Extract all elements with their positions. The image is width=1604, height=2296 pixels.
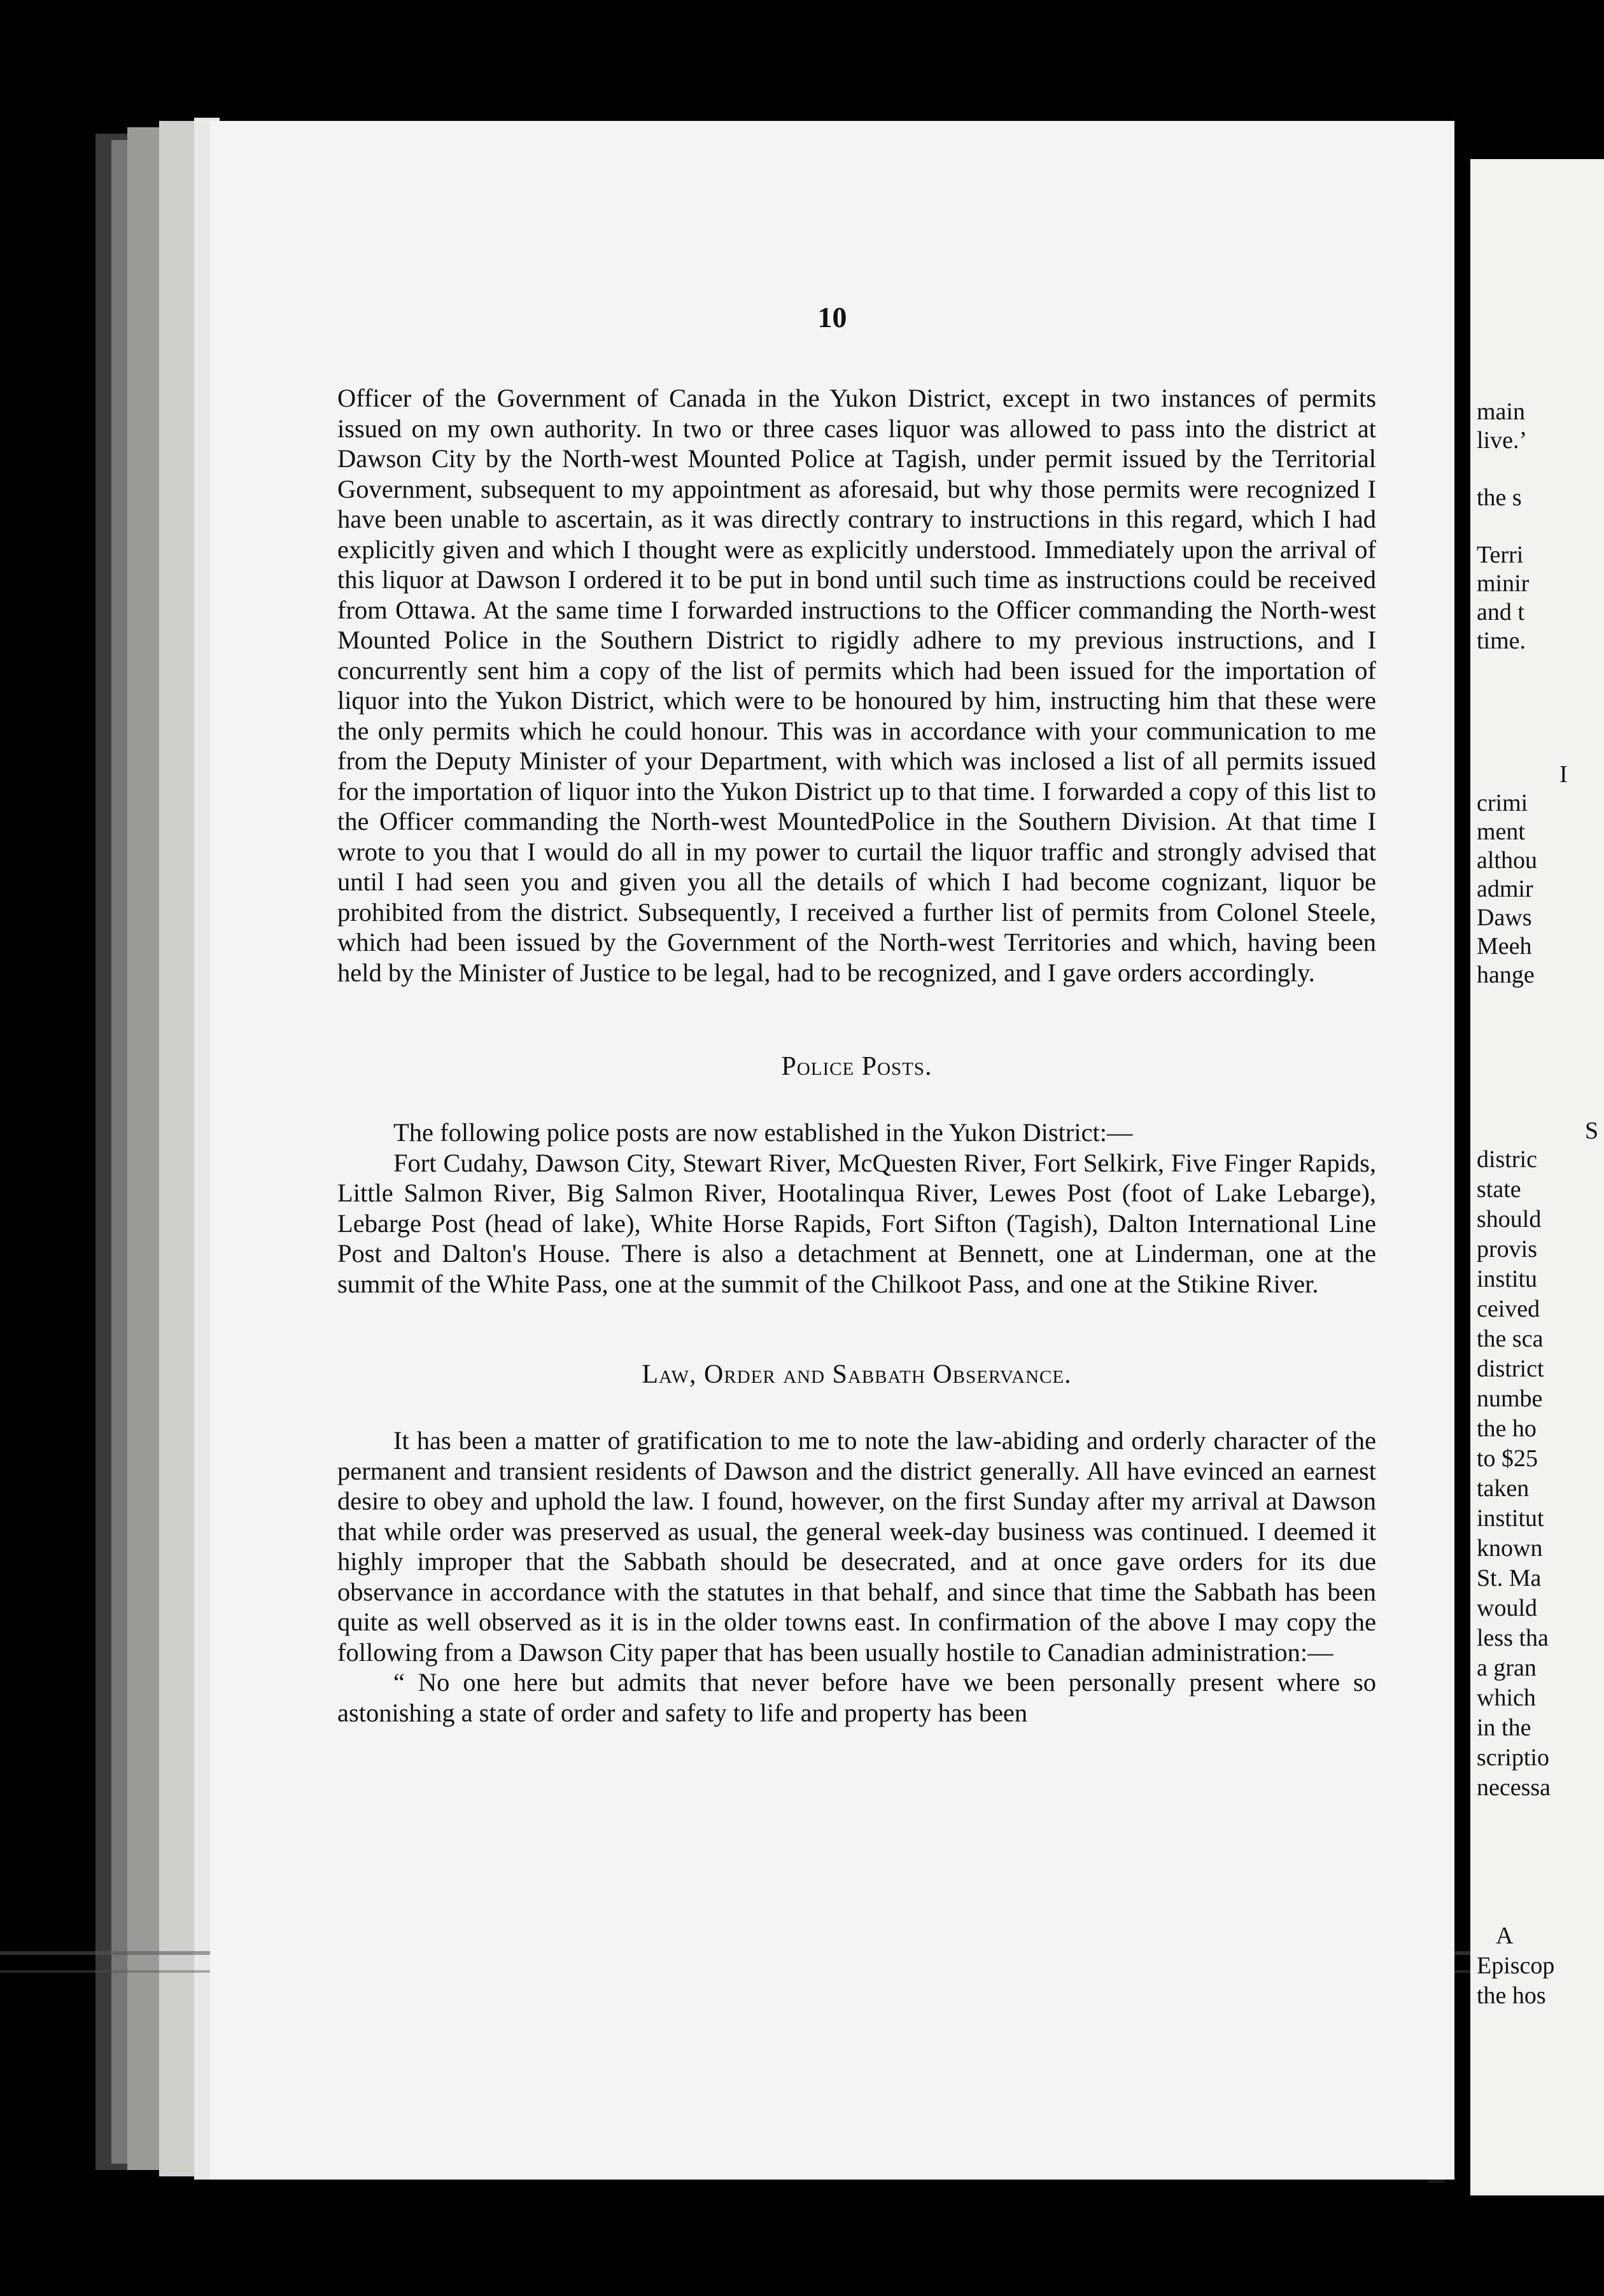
page-content [337, 383, 1376, 1728]
section-heading-police-posts: Police Posts. [781, 1052, 932, 1081]
right-page-fragment: institut [1477, 1505, 1544, 1532]
right-page-fragment: Daws [1477, 904, 1532, 931]
right-page-fragment: the s [1477, 484, 1522, 511]
right-page-fragment: I [1559, 761, 1568, 788]
right-page-fragment: Terri [1477, 542, 1524, 568]
quoted-text: “ No one here but admits that never before have we been personally present where so astonishing a state of order and safety to life and property has been [337, 1668, 1376, 1727]
right-page-fragment: in the [1477, 1714, 1531, 1741]
right-page-fragment: live.’ [1477, 427, 1528, 454]
right-page-fragment: crimi [1477, 790, 1528, 816]
right-page-fragment: which [1477, 1684, 1536, 1711]
body-paragraph: Officer of the Government of Canada in the Yukon District, except in two instances of permits issued on my own authority. In two or three cases liquor was allowed to pass into the district at Dawson City by the North-west Mounted Police at Tagish, under permit issued by the Territorial Government, subsequent to my appointment as aforesaid, but why those permits were recognized I have been unable to ascertain, as it was directly contrary to instructions in this regard, which I had explicitly given and which I thought were as explicitly understood. Immediately upon the arrival of this liquor at Dawson I ordered it to be put in bond until such time as instructions could be received from Ottawa. At the same time I forwarded instructions to the Officer commanding the North-west Mounted Police in the Southern District to rigidly adhere to my previous instructions, and I concurrently sent him a copy of the list of permits which had been issued for the importation of liquor into the Yukon District, which were to be honoured by him, instructing him that these were the only permits which he could honour. This was in accordance with your communication to me from the Deputy Minister of your Department, with which was inclosed a list of all permits issued for the importation of liquor into the Yukon District up to that time. I forwarded a copy of this list to the Officer commanding the North-west MountedPolice in the Southern Division. At that time I wrote to you that I would do all in my power to curtail the liquor traffic and strongly advised that until I had seen you and given you all the details of which I had become cognizant, liquor be prohibited from the district. Subsequently, I received a further list of permits from Colonel Steele, which had been issued by the Government of the North-west Territories and which, having been held by the Minister of Justice to be legal, had to be recognized, and I gave orders accordingly. [337, 384, 1376, 987]
right-page-fragment: Meeh [1477, 933, 1532, 960]
police-posts-intro: The following police posts are now established in the Yukon District:— [393, 1118, 1133, 1147]
right-page-fragment: institu [1477, 1266, 1538, 1292]
right-page-fragment: time. [1477, 627, 1526, 654]
right-page-fragment: admir [1477, 876, 1533, 902]
right-page-fragment: should [1477, 1206, 1542, 1233]
right-page-fragment: ment [1477, 818, 1525, 845]
right-page-fragment: less tha [1477, 1625, 1549, 1651]
right-page-fragment: minir [1477, 570, 1530, 597]
right-page-fragment: would [1477, 1595, 1537, 1621]
law-order-paragraph: It has been a matter of gratification to me to note the law-abiding and orderly character of the permanent and transient residents of Dawson and the district generally. All have evinced an earnest desire to obey and uphold the law. I found, however, on the first Sunday after my arrival at Dawson that while order was preserved as usual, the general week-day business was continued. I deemed it highly improper that the Sabbath should be desecrated, and at once gave orders for its due observance in accordance with the statutes in that behalf, and since that time the Sabbath has been quite as well observed as it is in the older towns east. In confirmation of the above I may copy the following from a Dawson City paper that has been usually hostile to Canadian administration:— [337, 1426, 1376, 1667]
police-posts-list: Fort Cudahy, Dawson City, Stewart River, McQuesten River, Fort Selkirk, Five Finger Rapids, Little Salmon River, Big Salmon River, Hootalinqua River, Lewes Post (foot of Lake Lebarge), Lebarge Post (head of lake), White Horse Rapids, Fort Sifton (Tagish), Dalton International Line Post and Dalton's House. There is also a detachment at Bennett, one at Linderman, one at the summit of the White Pass, one at the summit of the Chilkoot Pass, and one at the Stikine River. [337, 1148, 1376, 1298]
right-page-fragment: scriptio [1477, 1744, 1549, 1771]
right-page-edge [1470, 159, 1604, 2195]
right-page-fragment: A [1496, 1922, 1514, 1949]
right-page-fragment: main [1477, 398, 1525, 425]
right-page-fragment: St. Ma [1477, 1565, 1542, 1592]
right-page-fragment: ceived [1477, 1296, 1540, 1322]
right-page-fragment: the hos [1477, 1982, 1546, 2009]
right-page-fragment: numbe [1477, 1385, 1543, 1412]
right-page-fragment: a gran [1477, 1655, 1537, 1681]
left-page [210, 121, 1454, 2180]
section-heading-law-order: Law, Order and Sabbath Observance. [642, 1360, 1072, 1389]
right-page-fragment: the sca [1477, 1326, 1544, 1352]
right-page-fragment: state [1477, 1176, 1521, 1203]
right-page-fragment: and t [1477, 599, 1524, 626]
right-page-fragment: Episcop [1477, 1952, 1555, 1979]
page-number: 10 [817, 301, 847, 333]
right-page-fragment: distric [1477, 1146, 1537, 1173]
right-page-fragment: the ho [1477, 1415, 1537, 1442]
right-page-fragment: to $25 [1477, 1445, 1538, 1472]
right-page-fragment: S [1585, 1117, 1599, 1144]
right-page-fragment: althou [1477, 847, 1537, 874]
right-page-fragment: district [1477, 1355, 1544, 1382]
right-page-fragment: taken [1477, 1475, 1530, 1502]
right-page-fragment: hange [1477, 962, 1535, 988]
right-page-fragment: provis [1477, 1236, 1537, 1263]
right-page-fragment: known [1477, 1535, 1543, 1562]
right-page-fragment: necessa [1477, 1774, 1551, 1801]
